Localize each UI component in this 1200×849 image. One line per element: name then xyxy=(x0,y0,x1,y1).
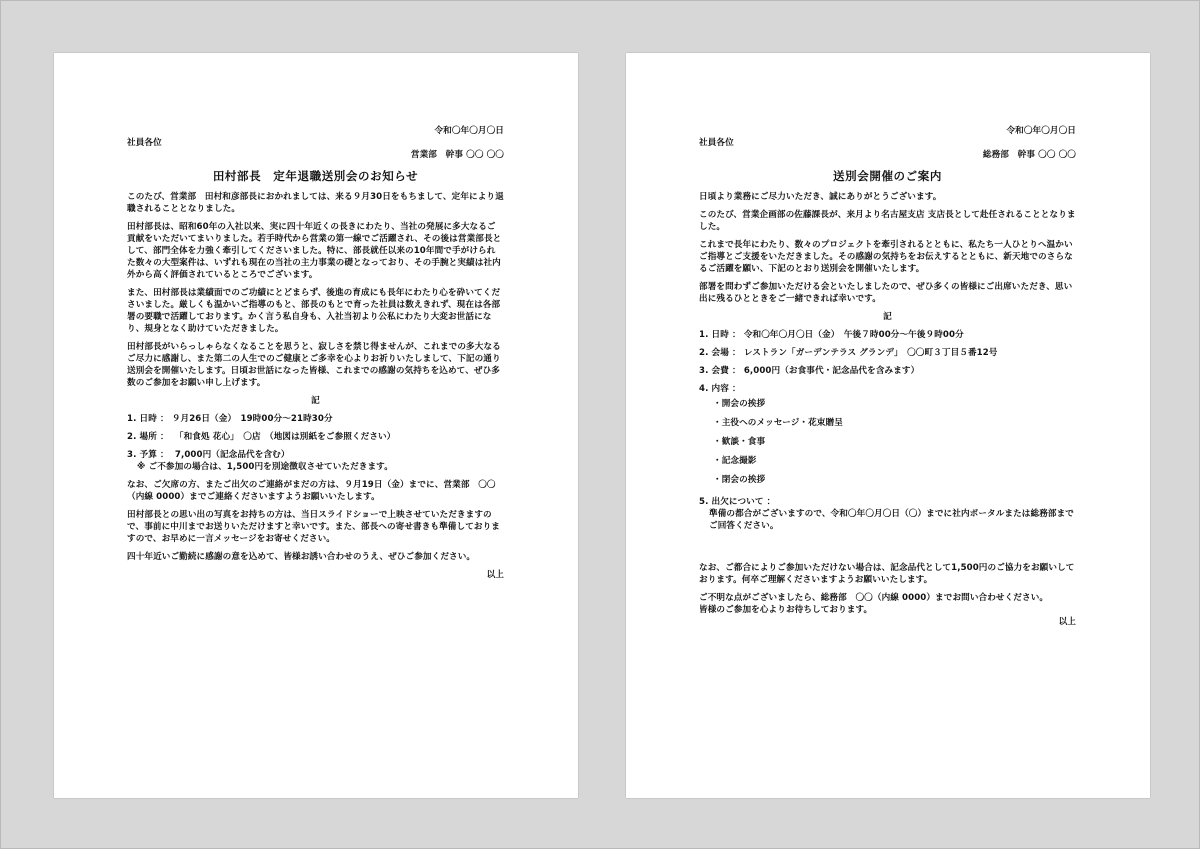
detail-value: 令和〇年〇月〇日（金） 午後７時00分～午後９時00分 xyxy=(743,330,964,340)
content-item: ・閉会の挨拶 xyxy=(713,475,766,485)
paragraph: 田村部長は、昭和60年の入社以来、実に四十年近くの長きにわたり、当社の発展に多大なるご貢献をいただいてまいりました。若手時代から営業の第一線でご活躍され、その後は営業部長として、部門全体を力強く牽引してくださいました。特に、部長就任以来の10年間で手がけられた数々の大型案件は、いずれも現在の当社の主力事業の礎となっており、その手腕と実績は社内外から高く評価されているところでございます。 xyxy=(127,222,502,280)
paragraph: ご不明な点がございましたら、総務部 〇〇（内線 0000）までお問い合わせください。 xyxy=(699,593,1049,603)
content-item: ・主役へのメッセージ・花束贈呈 xyxy=(713,418,843,428)
paragraph: 田村部長がいらっしゃらなくなることを思うと、寂しさを禁じ得ませんが、これまでの多大なるご尽力に感謝し、また第二の人生でのご健康とご多幸を心よりお祈りいたしまして、下記の通り送別会を開催いたします。日頃お世話になった皆様、これまでの感謝の気持ちを込めて、ぜひ多数のご参加をお願い申し上げます。 xyxy=(127,342,501,388)
detail-label: 2. 場所 ： xyxy=(127,432,169,442)
document-page-right xyxy=(626,53,1150,798)
detail-item-budget xyxy=(127,449,504,461)
ki-heading: 記 xyxy=(883,312,892,322)
document-title: 送別会開催のご案内 xyxy=(833,169,942,183)
paragraph: 部署を問わずご参加いただける会といたしましたので、ぜひ多くの皆様にご出席いただき、思い出に残るひとときをご一緒できれば幸いです。 xyxy=(699,282,1073,304)
paragraph: このたび、営業企画部の佐藤課長が、来月より名古屋支店 支店長として赴任されることとなりました。 xyxy=(699,210,1076,232)
detail-item-datetime xyxy=(699,329,1076,341)
document-date: 令和〇年〇月〇日 xyxy=(1006,126,1076,136)
closing-text: 以上 xyxy=(486,570,504,580)
detail-label: 3. 予算 ： xyxy=(127,450,169,460)
paragraph: 皆様のご参加を心よりお待ちしております。 xyxy=(699,605,873,615)
content-item: ・歓談・食事 xyxy=(713,437,766,447)
paragraph: 田村部長との思い出の写真をお持ちの方は、当日スライドショーで上映させていただきますので、事前に中川までお送りいただけますと幸いです。また、部長への寄せ書きも準備しておりますので、お早めに一言メッセージをお寄せください。 xyxy=(127,510,500,544)
detail-value: 「和食処 花心」 〇店 （地図は別紙をご参照ください） xyxy=(174,432,396,442)
addressee: 社員各位 xyxy=(699,138,734,148)
detail-label: 1. 日時 ： xyxy=(699,330,741,340)
detail-label: 1. 日時 ： xyxy=(127,414,169,424)
detail-label: 3. 会費 ： xyxy=(699,366,741,376)
detail-value: ９月26日（金） 19時00分～21時30分 xyxy=(171,414,333,424)
detail-item-fee xyxy=(699,365,1076,377)
document-date: 令和〇年〇月〇日 xyxy=(434,126,504,136)
content-item: ・開会の挨拶 xyxy=(713,399,766,409)
detail-value: 7,000円（記念品代を含む） xyxy=(174,450,290,460)
sender: 営業部 幹事 〇〇 〇〇 xyxy=(410,150,504,160)
detail-item-datetime xyxy=(127,413,504,425)
detail-item-place xyxy=(127,431,504,443)
detail-value: 6,000円（お食事代・記念品代を含みます） xyxy=(743,366,920,376)
paragraph: これまで長年にわたり、数々のプロジェクトを牽引されるとともに、私たち一人ひとりへ温かいご指導とご支援をいただきました。その感謝の気持ちをお伝えするとともに、新天地でのさらなるご活躍を願い、下記のとおり送別会を開催いたします。 xyxy=(699,240,1073,274)
sender: 総務部 幹事 〇〇 〇〇 xyxy=(982,150,1076,160)
closing-text: 以上 xyxy=(1058,617,1076,627)
attendance-label: 5. 出欠について ： xyxy=(699,497,776,507)
paragraph: なお、ご都合によりご参加いただけない場合は、記念品代として1,500円のご協力をお願いしております。何卒ご理解くださいますようお願いいたします。 xyxy=(699,563,1075,585)
paragraph: 四十年近いご勤続に感謝の意を込めて、皆様お誘い合わせのうえ、ぜひご参加ください。 xyxy=(127,552,476,562)
detail-value: レストラン「ガーデンテラス グランデ」 〇〇町３丁目５番12号 xyxy=(743,348,998,358)
document-title: 田村部長 定年退職送別会のお知らせ xyxy=(212,169,419,183)
content-item: ・記念撮影 xyxy=(713,456,757,466)
budget-note: ※ ご不参加の場合は、1,500円を別途徴収させていただきます。 xyxy=(137,462,393,472)
document-page-left xyxy=(54,53,578,798)
content-label: 4. 内容 ： xyxy=(699,384,741,394)
detail-item-venue xyxy=(699,347,1076,359)
detail-label: 2. 会場 ： xyxy=(699,348,741,358)
paragraph: このたび、営業部 田村和彦部長におかれましては、来る９月30日をもちまして、定年により退職されることとなりました。 xyxy=(127,192,504,214)
paragraph: また、田村部長は業績面でのご功績にとどまらず、後進の育成にも長年にわたり心を砕いてくださいました。厳しくも温かいご指導のもと、部長のもとで育った社員は数えきれず、現在は各部署の要職で活躍しております。かく言う私自身も、入社当初より公私にわたり大変お世話になり、規身となく助けていただきました。 xyxy=(127,288,501,334)
attendance-text: 準備の都合がございますので、令和〇年〇月〇日（〇）までに社内ポータルまたは総務部までご回答ください。 xyxy=(709,509,1074,531)
addressee: 社員各位 xyxy=(127,138,162,148)
paragraph: なお、ご欠席の方、またご出欠のご連絡がまだの方は、９月19日（金）までに、営業部 〇〇（内線 0000）までご連絡くださいますようお願いいたします。 xyxy=(127,480,496,502)
paragraph: 日頃より業務にご尽力いただき、誠にありがとうございます。 xyxy=(699,192,942,202)
ki-heading: 記 xyxy=(311,396,320,406)
